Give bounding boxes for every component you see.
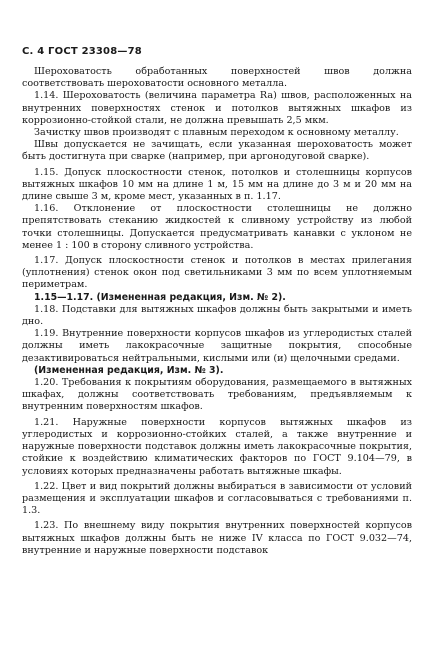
clause-1-19: 1.19. Внутренние поверхности корпусов шкафов из углеродистых сталей должны иметь лакокрасочные защитные покрытия, способные дезактивироваться нейтральными, кислыми или (и) щелочными средами.	[22, 328, 412, 364]
clause-1-23: 1.23. По внешнему виду покрытия внутренних поверхностей корпусов вытяжных шкафов должны быть не ниже IV класса по ГОСТ 9.032—74, внутренние и наружные поверхности подставок	[22, 520, 412, 556]
amendment-note-3: (Измененная редакция, Изм. № 3).	[34, 364, 224, 376]
clause-1-18: 1.18. Подставки для вытяжных шкафов должны быть закрытыми и иметь дно.	[22, 303, 412, 328]
clause-1-20: 1.20. Требования к покрытиям оборудования, размещаемого в вытяжных шкафах, должны соответствовать требованиям, предъявляемым к внутренним поверхностям шкафов.	[22, 377, 412, 413]
paragraph-seam-exception: Швы допускается не зачищать, если указанная шероховатость может быть достигнута при сварке (например, при аргонодуговой сварке).	[22, 139, 412, 163]
clause-1-15: 1.15. Допуск плоскостности стенок, потолков и столешницы корпусов вытяжных шкафов 10 мм на длине 1 м, 15 мм на длине до 3 м и 20 мм на длине свыше 3 м, кроме мест, указанных в п. 1.17.	[22, 166, 412, 203]
clause-1-21: 1.21. Наружные поверхности корпусов вытяжных шкафов из углеродистых и коррозионно-стойких сталей, а также внутренние и наружные поверхности подставок должны иметь лакокрасочные покрытия, стойкие к воздействию климатических факторов по ГОСТ 9.104—79, в условиях которых предназначены работать вытяжные шкафы.	[22, 416, 412, 477]
document-body	[22, 66, 412, 557]
clause-1-22: 1.22. Цвет и вид покрытий должны выбираться в зависимости от условий размещения и эксплуатации шкафов и согласовываться с требованиями п. 1.3.	[22, 480, 412, 517]
clause-1-14: 1.14. Шероховатость (величина параметра Ra) швов, расположенных на внутренних поверхностях стенок и потолков вытяжных шкафов из коррозионно-стойкой стали, не должна превышать 2,5 мкм.	[22, 90, 412, 126]
page-header: С. 4 ГОСТ 23308—78	[22, 46, 142, 57]
clause-1-16: 1.16. Отклонение от плоскостности столешницы не должно препятствовать стеканию жидкостей к сливному устройству из любой точки столешницы. Допускается предусматривать канавки с уклоном не менее 1 : 100 в сторону сливного устройства.	[22, 203, 412, 251]
paragraph-roughness-intro: Шероховатость обработанных поверхностей швов должна соответствовать шероховатости основного металла.	[22, 66, 412, 90]
paragraph-seam-cleaning: Зачистку швов производят с плавным переходом к основному металлу.	[34, 127, 399, 139]
amendment-note-2: 1.15—1.17. (Измененная редакция, Изм. № 2).	[34, 291, 286, 303]
clause-1-17: 1.17. Допуск плоскостности стенок и потолков в местах прилегания (уплотнения) стенок окон под светильниками 3 мм по всем уплотняемым периметрам.	[22, 255, 412, 291]
